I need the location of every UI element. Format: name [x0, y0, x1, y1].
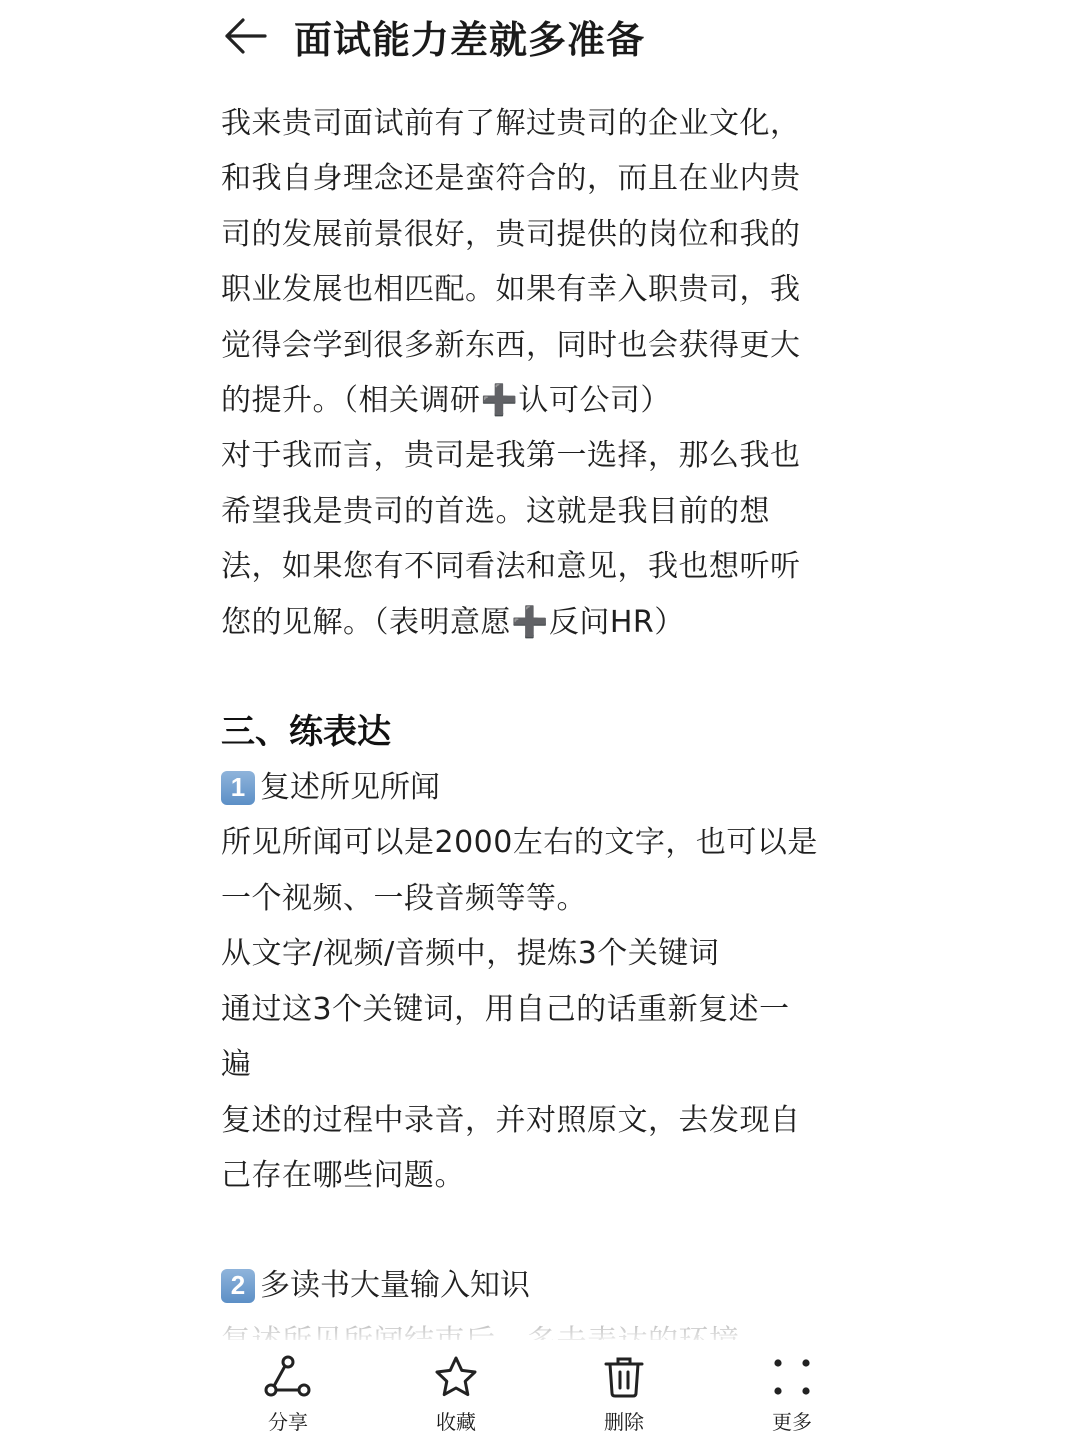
favorite-label: 收藏 — [436, 1410, 476, 1434]
trash-icon — [599, 1352, 649, 1402]
note-content — [221, 96, 861, 1336]
back-arrow-icon — [221, 16, 267, 56]
number-two-badge-icon: 2 — [221, 1269, 255, 1303]
delete-label: 删除 — [604, 1410, 644, 1434]
text-line: 从文字/视频/音频中，提炼3个关键词 — [221, 936, 720, 972]
text-line: 己存在哪些问题。 — [221, 1157, 465, 1193]
paragraph-2 — [221, 428, 861, 650]
text-line: 法，如果您有不同看法和意见，我也想听听 — [221, 549, 801, 585]
delete-button[interactable] — [564, 1352, 684, 1435]
text-line: 和我自身理念还是蛮符合的，而且在业内贵 — [221, 161, 801, 197]
text-line: 所见所闻可以是2000左右的文字，也可以是 — [221, 825, 818, 861]
header — [220, 6, 645, 66]
section-title: 三、练表达 — [221, 712, 391, 753]
text-line: 觉得会学到很多新东西，同时也会获得更大 — [221, 327, 801, 363]
item-1-heading — [221, 760, 861, 815]
item-2-heading — [221, 1258, 861, 1313]
text-line: 遍 — [221, 1047, 252, 1083]
text-line: 的提升。（相关调研➕认可公司） — [221, 383, 671, 419]
text-line: 职业发展也相匹配。如果有幸入职贵司，我 — [221, 272, 801, 308]
text-line: 通过这3个关键词，用自己的话重新复述一 — [221, 991, 790, 1027]
item-1-heading-text: 复述所见所闻 — [260, 770, 440, 806]
text-line: 一个视频、一段音频等等。 — [221, 880, 587, 916]
page-title: 面试能力差就多准备 — [294, 17, 646, 62]
item-1-body — [221, 815, 861, 1203]
star-icon — [431, 1352, 481, 1402]
text-line: 司的发展前景很好，贵司提供的岗位和我的 — [221, 216, 801, 252]
text-line: 复述的过程中录音，并对照原文，去发现自 — [221, 1102, 801, 1138]
item-2-heading-text: 多读书大量输入知识 — [260, 1268, 530, 1304]
paragraph-1 — [221, 96, 861, 428]
more-dots-icon — [767, 1352, 817, 1402]
spacer — [221, 650, 861, 705]
share-label: 分享 — [268, 1410, 308, 1434]
back-button[interactable] — [220, 12, 268, 60]
spacer — [221, 1203, 861, 1258]
more-label: 更多 — [772, 1410, 812, 1434]
text-line: 您的见解。（表明意愿➕反问HR） — [221, 604, 685, 640]
number-one-badge-icon: 1 — [221, 771, 255, 805]
favorite-button[interactable] — [396, 1352, 516, 1435]
text-line: 希望我是贵司的首选。这就是我目前的想 — [221, 493, 770, 529]
text-line: 我来贵司面试前有了解过贵司的企业文化， — [221, 106, 801, 141]
share-icon — [263, 1352, 313, 1402]
share-button[interactable] — [228, 1352, 348, 1435]
more-button[interactable] — [732, 1352, 852, 1435]
bottom-toolbar — [0, 1340, 1080, 1440]
text-line: 对于我而言，贵司是我第一选择，那么我也 — [221, 438, 801, 474]
